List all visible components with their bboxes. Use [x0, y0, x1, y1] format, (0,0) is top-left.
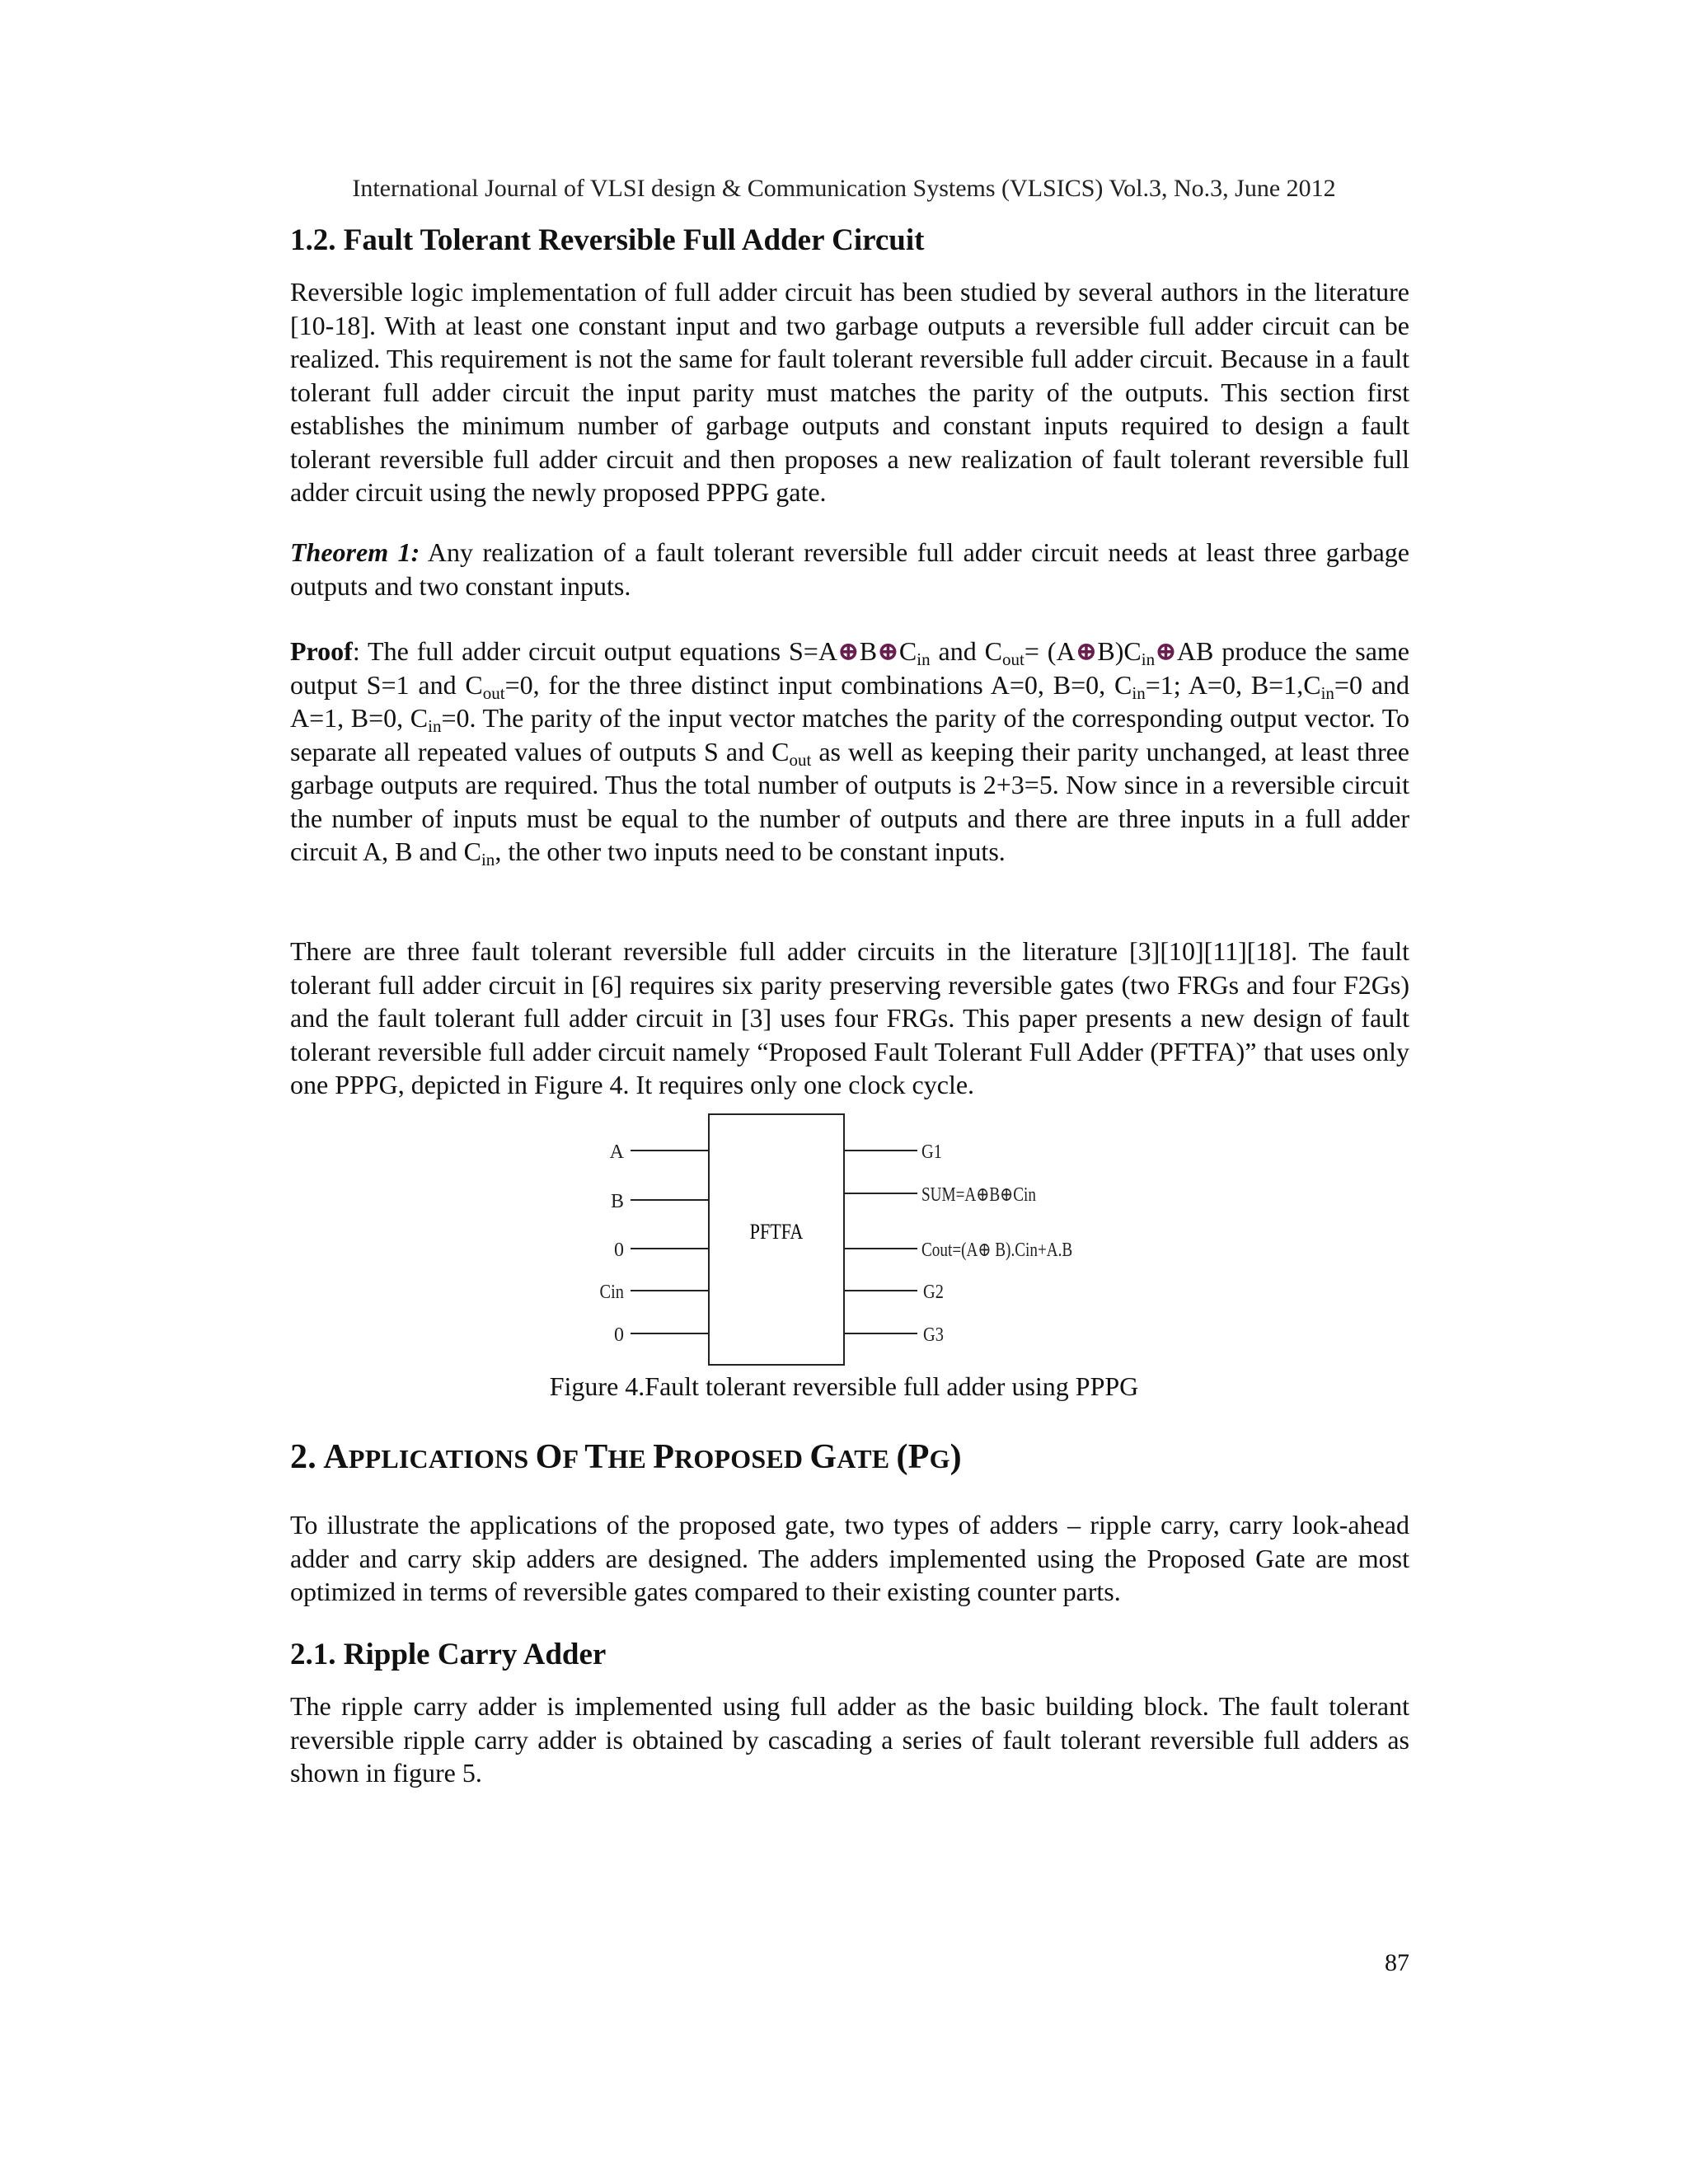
proof-text: = (A	[1024, 636, 1076, 666]
subscript-out: out	[482, 682, 505, 703]
title-smallcaps: HE	[607, 1444, 654, 1474]
subscript-out: out	[1002, 649, 1025, 669]
title-initial: O	[535, 1438, 563, 1476]
section-1-2-paragraph: Reversible logic implementation of full adder circuit has been studied by several authors in the literature [10-18]. With at least one constant input and two garbage outputs a reversible full adder circuit can be realized. This requirement is not the same for fault tolerant reversible full adder circuit. Because in a fault tolerant full adder circuit the input parity must matches the parity of the outputs. This section first establishes the minimum number of garbage outputs and constant inputs required to design a fault tolerant reversible full adder circuit and then proposes a new realization of fault tolerant reversible full adder circuit using the newly proposed PPPG gate.	[290, 277, 1409, 507]
proof-text: B	[859, 636, 878, 666]
proof-text: B)C	[1097, 636, 1142, 666]
proof-text: =0. The parity of the input vector matches the parity of the corresponding output vector. To separate all repeated values of outputs S and C	[290, 703, 1410, 766]
figure-4-caption: Figure 4.Fault tolerant reversible full adder using PPPG	[549, 1371, 1139, 1401]
subscript-in: in	[1141, 649, 1156, 669]
proof-text: : The full adder circuit output equations S=A	[352, 636, 837, 666]
subscript-in: in	[428, 716, 442, 736]
proof-text: and C	[930, 636, 1002, 666]
input-label-0-second: 0	[614, 1324, 624, 1346]
output-label-sum: SUM=A⊕B⊕Cin	[921, 1183, 1036, 1206]
xor-symbol: ⊕	[1075, 636, 1098, 666]
pftfa-output-lines	[844, 1151, 917, 1333]
theorem-colon: :	[410, 537, 420, 567]
output-label-cout: Cout=(A⊕ B).Cin+A.B	[921, 1239, 1073, 1261]
proof-text: as well as keeping their parity unchanged, at least three garbage outputs are required. Thus the total number of outputs is 2+3=5. Now since in a reversible circuit the number of inputs must be equal to the number of outputs and there are three inputs in a full adder circuit A, B and C	[290, 736, 1410, 866]
output-label-g1: G1	[921, 1140, 942, 1163]
input-label-cin: Cin	[599, 1280, 624, 1303]
section-1-2-title: 1.2. Fault Tolerant Reversible Full Adder Circuit	[290, 223, 925, 257]
title-smallcaps: G	[929, 1444, 950, 1474]
xor-symbol: ⊕	[877, 636, 899, 666]
title-initial: T	[584, 1438, 608, 1476]
title-initial: )	[950, 1438, 962, 1476]
pftfa-block-label: PFTFA	[749, 1221, 804, 1244]
input-label-0-first: 0	[614, 1240, 624, 1261]
section-2-paragraph: To illustrate the applications of the proposed gate, two types of adders – ripple carry, carry look-ahead adder and carry skip adders are designed. The adders implemented using the Proposed Gate are most optimized in terms of reversible gates compared to their existing counter parts.	[290, 1510, 1409, 1606]
proof-text: AB produce the same output S=1 and C	[290, 636, 1410, 700]
section-2-1-title: 2.1. Ripple Carry Adder	[290, 1638, 607, 1671]
title-initial: P	[653, 1438, 675, 1476]
subscript-in: in	[917, 649, 931, 669]
fault-tolerant-adders-paragraph: There are three fault tolerant reversible full adder circuits in the literature [3][10][11][18]. The fault tolerant full adder circuit in [6] requires six parity preserving reversible gates (two FRGs and four F2Gs) and the fault tolerant full adder circuit in [3] uses four FRGs. This paper presents a new design of fault tolerant reversible full adder circuit namely “Proposed Fault Tolerant Full Adder (PFTFA)” that uses only one PPPG, depicted in Figure 4. It requires only one clock cycle.	[290, 936, 1409, 1099]
title-smallcaps: F	[562, 1444, 585, 1474]
title-smallcaps: ATE	[837, 1444, 897, 1474]
running-header: International Journal of VLSI design & Communication Systems (VLSICS) Vol.3, No.3, June 2012	[352, 175, 1336, 202]
proof-text: =0, for the three distinct input combinations A=0, B=0, C	[504, 669, 1132, 700]
pftfa-input-lines	[631, 1151, 709, 1333]
theorem-label: Theorem 1	[290, 537, 411, 567]
theorem-text: Any realization of a fault tolerant reversible full adder circuit needs at least three garbage outputs and two constant inputs.	[290, 537, 1410, 601]
proof-text: C	[898, 636, 917, 666]
subscript-in: in	[481, 850, 495, 869]
title-initial: A	[323, 1438, 349, 1476]
xor-symbol: ⊕	[837, 636, 860, 666]
section-2-1-paragraph: The ripple carry adder is implemented using full adder as the basic building block. The fault tolerant reversible ripple carry adder is obtained by cascading a series of fault tolerant reversible full adders as shown in figure 5.	[290, 1691, 1409, 1788]
section-number: 2.	[290, 1438, 324, 1476]
section-2-title	[290, 1437, 1409, 1477]
subscript-out: out	[789, 749, 812, 770]
proof-text: , the other two inputs need to be constant inputs.	[495, 837, 1006, 866]
output-label-g2: G2	[923, 1280, 944, 1303]
title-initial: G	[809, 1438, 837, 1476]
output-label-g3: G3	[923, 1323, 944, 1346]
subscript-in: in	[1132, 682, 1146, 703]
input-label-a: A	[609, 1141, 624, 1163]
xor-symbol: ⊕	[1155, 636, 1177, 666]
title-smallcaps: ROPOSED	[674, 1444, 810, 1474]
title-smallcaps: PPLICATIONS	[348, 1444, 536, 1474]
proof-text: =1; A=0, B=1,C	[1145, 669, 1321, 700]
page-number: 87	[1385, 1949, 1409, 1976]
proof-label: Proof	[290, 636, 353, 666]
proof-text: =0 and A=1, B=0, C	[290, 669, 1410, 733]
subscript-in: in	[1320, 682, 1334, 703]
title-initial: (P	[896, 1438, 930, 1476]
input-label-b: B	[610, 1191, 624, 1212]
